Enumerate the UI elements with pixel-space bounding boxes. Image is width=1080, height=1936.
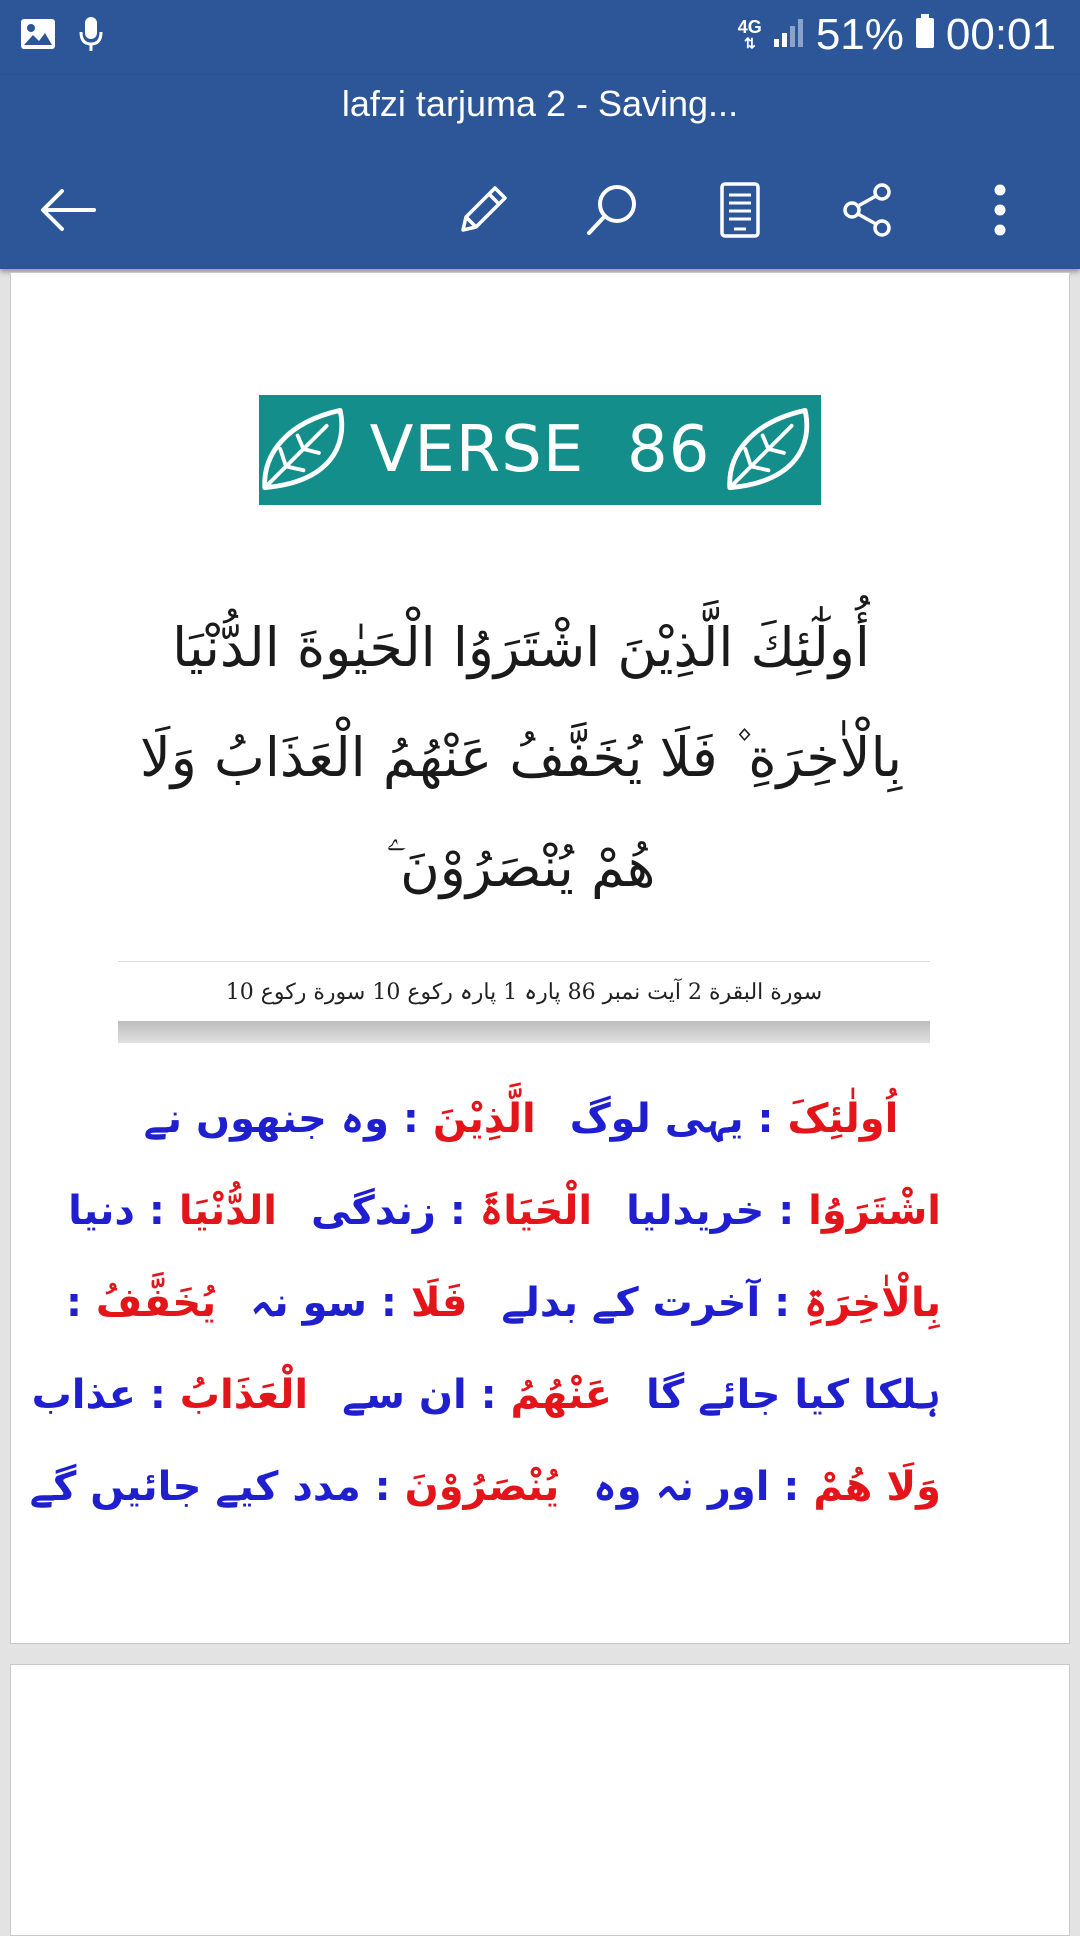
arabic-word: اشْتَرَوُا — [808, 1188, 941, 1234]
arabic-word: الْحَیَاۃَ — [479, 1188, 593, 1234]
search-button[interactable] — [572, 170, 652, 250]
back-arrow-icon — [38, 187, 98, 233]
arabic-word: بِالْاٰخِرَۃِ — [804, 1280, 941, 1326]
signal-icon — [772, 10, 806, 60]
leaf-icon — [259, 405, 356, 495]
urdu-meaning: : خریدلیا — [626, 1188, 809, 1234]
search-icon — [582, 180, 642, 240]
arabic-word: الدُّنْیَا — [178, 1188, 278, 1234]
back-button[interactable] — [28, 170, 108, 250]
arabic-line: هُمْ يُنْصَرُوْنَ ۧ — [386, 836, 656, 899]
document-page[interactable] — [10, 1664, 1070, 1936]
urdu-meaning: ہلکا کیا جائے گا — [645, 1372, 941, 1418]
arabic-line: أُولٰٓئِكَ الَّذِيْنَ اشْتَرَوُا الْحَيٰوةَ الدُّنْيَا — [172, 616, 870, 679]
arabic-line: بِالْاٰخِرَةِ ۫ فَلَا يُخَفَّفُ عَنْهُمُ الْعَذَابُ وَلَا — [139, 726, 903, 789]
reference-divider — [118, 1021, 930, 1043]
urdu-meaning: : مدد کیے جائیں گے — [29, 1464, 405, 1510]
edit-button[interactable] — [443, 170, 523, 250]
urdu-meaning: : — [65, 1280, 96, 1326]
translation-line — [65, 1257, 941, 1349]
translation-line — [29, 1441, 941, 1533]
verse-title: VERSE 86 — [369, 413, 711, 487]
arabic-word: عَنْھُمُ — [510, 1372, 612, 1418]
urdu-meaning: : زندگی — [311, 1188, 480, 1234]
more-options-button[interactable] — [960, 170, 1040, 250]
share-button[interactable] — [828, 170, 908, 250]
app-bar — [0, 75, 1080, 269]
leaf-icon — [724, 405, 821, 495]
verse-reference: سورة البقرة 2 آیت نمبر 86 پارہ 1 پارہ رکوع 10 سورة رکوع 10 — [118, 961, 930, 1022]
urdu-meaning: : اور نہ وہ — [593, 1464, 814, 1510]
urdu-meaning: : ان سے — [342, 1372, 511, 1418]
more-options-icon — [990, 180, 1010, 240]
translation-line — [101, 1073, 941, 1165]
arabic-word: الَّذِیْنَ — [432, 1096, 536, 1142]
share-icon — [838, 180, 898, 240]
urdu-meaning: : عذاب — [31, 1372, 180, 1418]
urdu-meaning: : یہی لوگ — [569, 1096, 788, 1142]
arabic-word: الْعَذَابُ — [179, 1372, 309, 1418]
translation-line — [31, 1349, 941, 1441]
arabic-verse-text — [121, 593, 921, 923]
status-bar — [0, 0, 1080, 75]
battery-icon — [914, 10, 936, 60]
edit-pencil-icon — [453, 180, 513, 240]
translation-line — [68, 1165, 941, 1257]
reading-view-button[interactable] — [700, 170, 780, 250]
urdu-meaning: : وہ جنھوں نے — [143, 1096, 433, 1142]
clock: 00:01 — [945, 10, 1056, 59]
microphone-icon — [78, 16, 104, 56]
urdu-meaning: : دنیا — [68, 1188, 179, 1234]
arabic-word: اُولٰئِکَ — [787, 1096, 899, 1142]
arabic-word: فَلَا — [410, 1280, 468, 1326]
document-page[interactable] — [10, 272, 1070, 1644]
urdu-meaning: : آخرت کے بدلے — [501, 1280, 805, 1326]
word-translation-block — [29, 1073, 941, 1533]
verse-banner — [259, 395, 821, 505]
network-type-indicator: 4G ⇅ — [737, 17, 762, 51]
arabic-word: یُخَفَّفُ — [95, 1280, 217, 1326]
image-icon — [20, 18, 56, 54]
urdu-meaning: : سو نہ — [250, 1280, 411, 1326]
battery-percent: 51% — [815, 10, 904, 59]
arabic-word: یُنْصَرُوْنَ — [404, 1464, 560, 1510]
document-title: lafzi tarjuma 2 - Saving... — [341, 83, 739, 124]
arabic-word: وَلَا هُمْ — [813, 1464, 941, 1510]
reading-view-icon — [718, 180, 762, 240]
